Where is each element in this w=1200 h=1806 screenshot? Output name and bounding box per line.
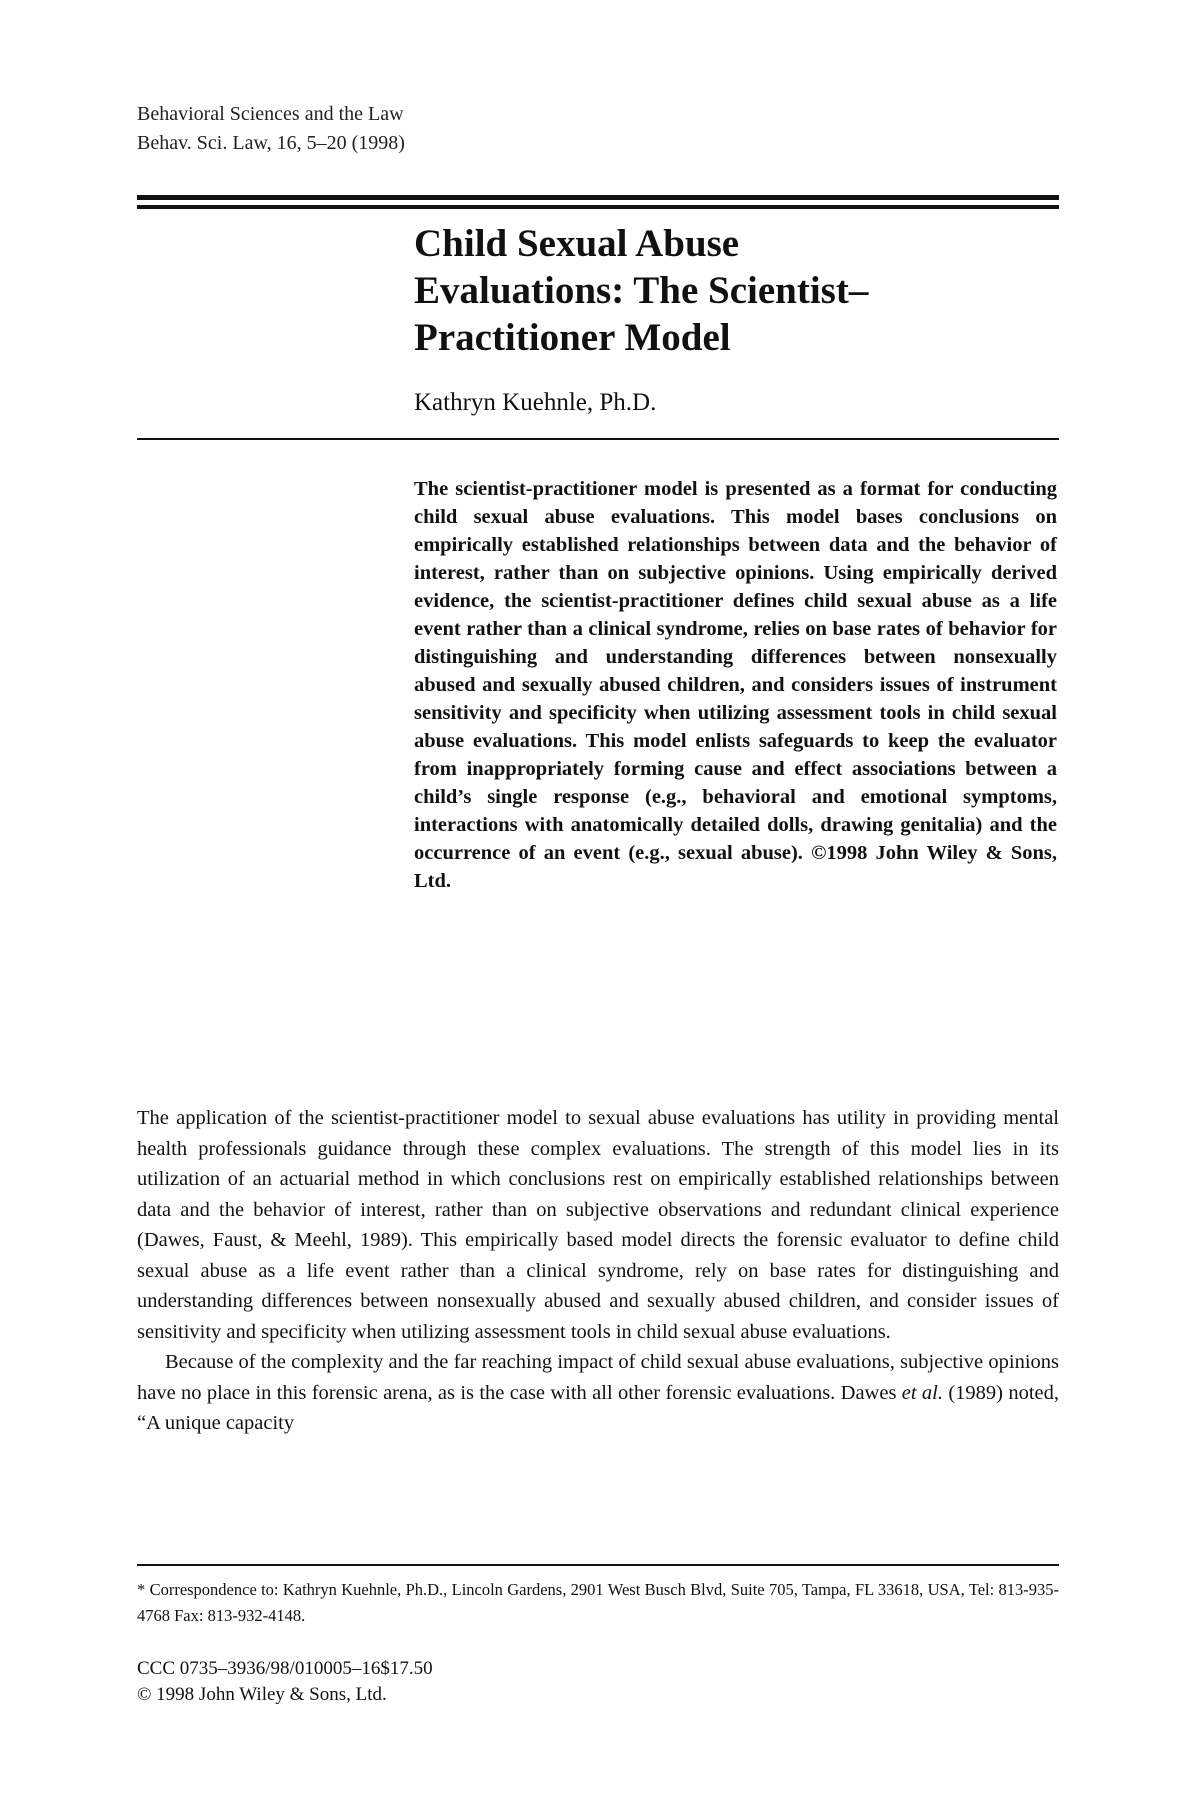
ccc-code: CCC 0735–3936/98/010005–16$17.50 xyxy=(137,1658,433,1679)
header-rule-thick xyxy=(137,195,1059,200)
correspondence-footnote: * Correspondence to: Kathryn Kuehnle, Ph.D., Lincoln Gardens, 2901 West Busch Blvd, Suite 705, Tampa, FL 33618, USA, Tel: 813-935-4768 Fax: 813-932-4148. xyxy=(137,1580,1059,1625)
abstract: The scientist-practitioner model is presented as a format for conducting child sexual abuse evaluations. This model bases conclusions on empirically established relationships between data and the behavior of interest, rather than on subjective opinions. Using empirically derived evidence, the scientist-practitioner defines child sexual abuse as a life event rather than a clinical syndrome, relies on base rates of behavior for distinguishing and understanding differences between nonsexually abused and sexually abused children, and considers issues of instrument sensitivity and specificity when utilizing assessment tools in child sexual abuse evaluations. This model enlists safeguards to keep the evaluator from inappropriately forming cause and effect associations between a child’s single response (e.g., behavioral and emotional symptoms, interactions with anatomically detailed dolls, drawing genitalia) and the occurrence of an event (e.g., sexual abuse). ©1998 John Wiley & Sons, Ltd. xyxy=(414,478,1057,892)
footnote-rule xyxy=(137,1564,1059,1566)
body-text-run: (1989) noted, “A unique capacity xyxy=(137,1381,1059,1434)
title-line: Evaluations: The Scientist– xyxy=(414,269,869,312)
journal-citation: Behav. Sci. Law, 16, 5–20 (1998) xyxy=(137,132,405,154)
title-line: Practitioner Model xyxy=(414,316,731,359)
body-paragraph: The application of the scientist-practitioner model to sexual abuse evaluations has utility in providing mental health professionals guidance through these complex evaluations. The strength of this model lies in its utilization of an actuarial method in which conclusions rest on empirically established relationships between data and the behavior of interest, rather than on subjective observations and redundant clinical experience (Dawes, Faust, & Meehl, 1989). This empirically based model directs the forensic evaluator to define child sexual abuse as a life event rather than a clinical syndrome, rely on base rates for distinguishing and understanding differences between nonsexually abused and sexually abused children, and consider issues of sensitivity and specificity when utilizing assessment tools in child sexual abuse evaluations. xyxy=(137,1107,1059,1343)
body-paragraph xyxy=(137,1347,1059,1439)
journal-name: Behavioral Sciences and the Law xyxy=(137,103,404,125)
article-title xyxy=(414,220,1054,361)
body-text xyxy=(137,1103,1059,1439)
body-text-run: Because of the complexity and the far reaching impact of child sexual abuse evaluations, subjective opinions have no place in this forensic arena, as is the case with all other forensic evaluations. Dawes xyxy=(137,1351,1059,1404)
author-rule xyxy=(137,438,1059,440)
header-rule-thin xyxy=(137,205,1059,209)
title-line: Child Sexual Abuse xyxy=(414,222,740,265)
author-name: Kathryn Kuehnle, Ph.D. xyxy=(414,389,657,416)
copyright-block xyxy=(137,1656,433,1708)
copyright-line: © 1998 John Wiley & Sons, Ltd. xyxy=(137,1684,387,1705)
body-text-italic: et al. xyxy=(901,1381,943,1404)
journal-header xyxy=(137,100,405,158)
